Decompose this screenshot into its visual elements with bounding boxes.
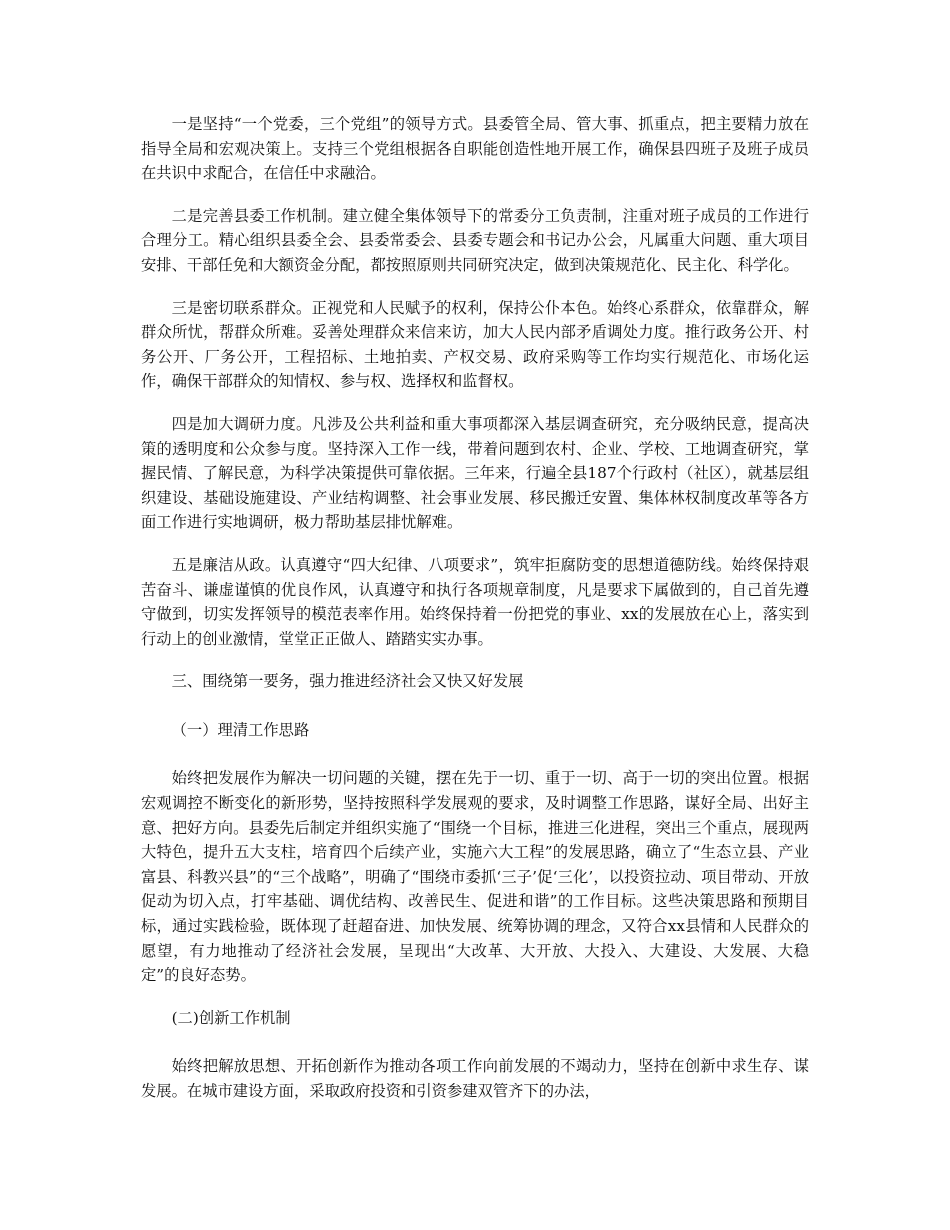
paragraph-innovation: 始终把解放思想、开拓创新作为推动各项工作向前发展的不竭动力，坚持在创新中求生存、谋发展。在城市建设方面，采取政府投资和引资参建双管齐下的办法， [141,1057,809,1100]
paragraph-leadership-style: 一是坚持“一个党委，三个党组”的领导方式。县委管全局、管大事、抓重点，把主要精力放在指导全局和宏观决策上。支持三个党组根据各自职能创造性地开展工作，确保县四班子及班子成员在共识中求配合，在信任中求融洽。 [141,115,809,183]
subheading-innovation-mechanism: (二)创新工作机制 [171,1008,291,1027]
paragraph-development-thinking: 始终把发展作为解决一切问题的关键，摆在先于一切、重于一切、高于一切的突出位置。根据宏观调控不断变化的新形势，坚持按照科学发展观的要求，及时调整工作思路，谋好全局、出好主意、把好方向。县委先后制定并组织实施了“围绕一个目标，推进三化进程，突出三个重点，展现两大特色，提升五大支柱，培育四个后续产业，实施六大工程”的发展思路，确立了“生态立县、产业富县、科教兴县”的“三个战略”，明确了“围绕市委抓‘三子’促‘三化’，以投资拉动、项目带动、开放促动为切入点，打牢基础、调优结构、改善民生、促进和谐”的工作目标。这些决策思路和预期目标，通过实践检验，既体现了赶超奋进、加快发展、统筹协调的理念，又符合xx县情和人民群众的愿望，有力地推动了经济社会发展，呈现出“大改革、大开放、大投入、大建设、大发展、大稳定”的良好态势。 [141,769,809,985]
subheading-work-approach: （一）理清工作思路 [171,720,310,739]
paragraph-contact-masses: 三是密切联系群众。正视党和人民赋予的权利，保持公仆本色。始终心系群众，依靠群众，解群众所忧，帮群众所难。妥善处理群众来信来访，加大人民内部矛盾调处力度。推行政务公开、村务公开、厂务公开，工程招标、土地拍卖、产权交易、政府采购等工作均实行规范化、市场化运作，确保干部群众的知情权、参与权、选择权和监督权。 [141,298,809,391]
paragraph-working-mechanism: 二是完善县委工作机制。建立健全集体领导下的常委分工负责制，注重对班子成员的工作进行合理分工。精心组织县委全会、县委常委会、县委专题会和书记办公会，凡属重大问题、重大项目安排、干部任免和大额资金分配，都按照原则共同研究决定，做到决策规范化、民主化、科学化。 [141,206,809,274]
section-heading: 三、围绕第一要务，强力推进经济社会又快又好发展 [171,672,524,691]
paragraph-research: 四是加大调研力度。凡涉及公共利益和重大事项都深入基层调查研究，充分吸纳民意，提高决策的透明度和公众参与度。坚持深入工作一线，带着问题到农村、企业、学校、工地调查研究，掌握民情、了解民意，为科学决策提供可靠依据。三年来，行遍全县187个行政村（社区），就基层组织建设、基础设施建设、产业结构调整、社会事业发展、移民搬迁安置、集体林权制度改革等各方面工作进行实地调研，极力帮助基层排忧解难。 [141,414,809,532]
document-body [141,112,809,1104]
paragraph-integrity: 五是廉洁从政。认真遵守“四大纪律、八项要求”，筑牢拒腐防变的思想道德防线。始终保持艰苦奋斗、谦虚谨慎的优良作风，认真遵守和执行各项规章制度，凡是要求下属做到的，自己首先遵守做到，切实发挥领导的模范表率作用。始终保持着一份把党的事业、xx的发展放在心上，落实到行动上的创业激情，堂堂正正做人、踏踏实实办事。 [141,555,809,648]
